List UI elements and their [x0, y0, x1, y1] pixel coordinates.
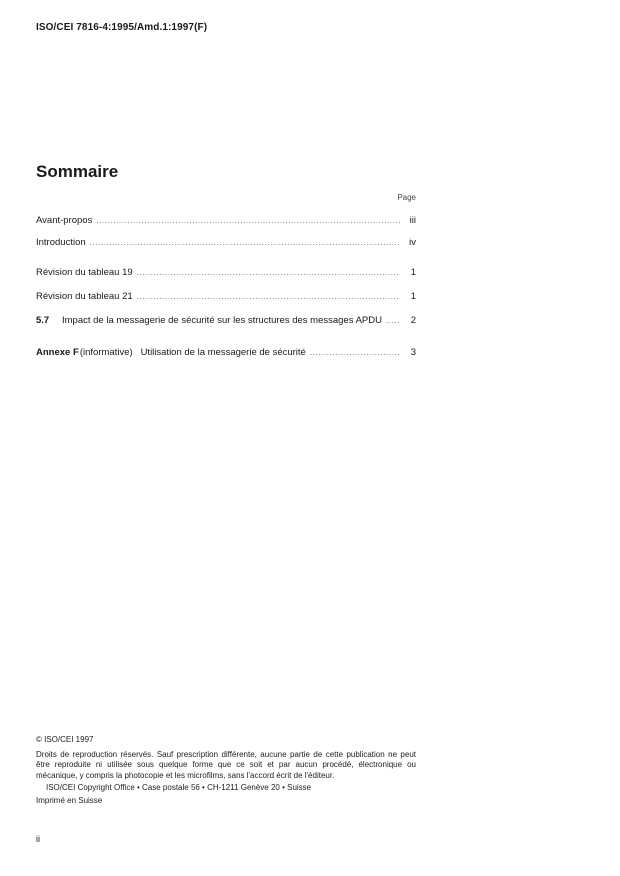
toc-entry-number: 5.7 — [36, 315, 50, 326]
document-reference: ISO/CEI 7816-4:1995/Amd.1:1997(F) — [36, 22, 208, 33]
toc-leader-dots — [137, 292, 400, 301]
toc-entry-page: 2 — [410, 315, 416, 326]
toc-entry-label: Révision du tableau 19 — [36, 267, 133, 278]
copyright-block — [36, 735, 416, 806]
toc-entry-label: Révision du tableau 21 — [36, 291, 133, 302]
toc-entry-page: 1 — [410, 267, 416, 278]
toc-entry-revision-tableau-21[interactable] — [36, 291, 416, 303]
copyright-address: ISO/CEI Copyright Office • Case postale 56 • CH-1211 Genève 20 • Suisse — [46, 783, 312, 792]
toc-entry-annex-label: Annexe F — [36, 347, 79, 358]
toc-leader-dots — [310, 348, 400, 357]
toc-entry-label: Impact de la messagerie de sécurité sur les structures des messages APDU — [62, 315, 382, 326]
toc-entry-revision-tableau-19[interactable] — [36, 267, 416, 279]
toc-leader-dots — [137, 268, 400, 277]
page-column-label: Page — [397, 193, 416, 202]
toc-entry-introduction[interactable] — [36, 237, 416, 249]
toc-entry-annexe-f[interactable] — [36, 347, 416, 359]
toc-leader-dots — [386, 316, 400, 325]
toc-leader-dots — [96, 216, 400, 225]
toc-entry-page: iv — [409, 237, 416, 248]
toc-entry-label: (informative) Utilisation de la messagerie de sécurité — [79, 347, 306, 358]
printed-in: Imprimé en Suisse — [36, 795, 103, 805]
toc-entry-page: iii — [409, 215, 416, 226]
toc-entry-label: Introduction — [36, 237, 86, 248]
page-title: Sommaire — [36, 162, 119, 181]
toc-entry-page: 3 — [410, 347, 416, 358]
toc-leader-dots — [90, 238, 400, 247]
toc-entry-label: Avant-propos — [36, 215, 93, 226]
toc-entry-page: 1 — [410, 291, 416, 302]
copyright-notice: © ISO/CEI 1997 — [36, 735, 94, 744]
toc-entry-5-7-impact[interactable] — [36, 315, 416, 327]
toc-entry-avant-propos[interactable] — [36, 215, 416, 227]
copyright-rights: Droits de reproduction réservés. Sauf prescription différente, aucune partie de cette publication ne peut être reproduite ni utilisée sous quelque forme que ce soit et par aucun procédé, électronique ou mécanique, y compris la photocopie et les microfilms, sans l'accord écrit de l'éditeur. — [36, 749, 416, 780]
footer-page-number: ii — [36, 834, 40, 844]
